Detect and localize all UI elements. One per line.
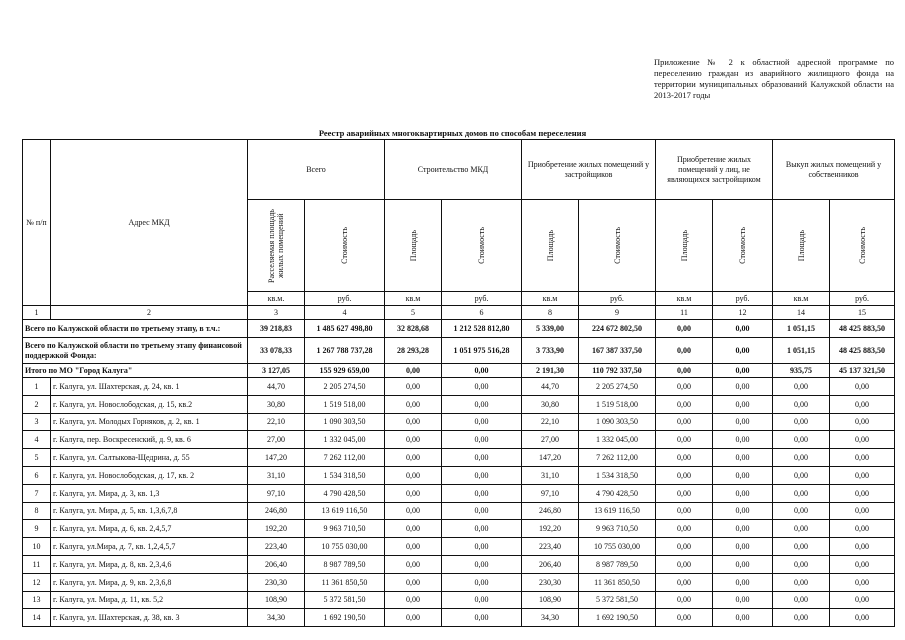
row-address: г. Калуга, ул. Новослободская, д. 15, кв.2 [51, 395, 248, 413]
row-value: 0,00 [830, 555, 895, 573]
row-value: 147,20 [522, 449, 579, 467]
table-row [23, 449, 895, 467]
row-value: 0,00 [656, 609, 713, 627]
col-number: 2 [51, 306, 248, 320]
table-row [23, 555, 895, 573]
row-value: 0,00 [830, 449, 895, 467]
row-value: 0,00 [830, 609, 895, 627]
summary-value: 0,00 [656, 364, 713, 378]
registry-table [22, 139, 895, 627]
summary-value: 45 137 321,50 [830, 364, 895, 378]
appendix-note: Приложение № 2 к областной адресной программе по переселению граждан из аварийного жилищного фонда на территории муниципальных образований Калужской области на 2013-2017 годы [654, 57, 894, 100]
row-value: 0,00 [656, 573, 713, 591]
subhdr-area: Площадь [679, 229, 689, 262]
row-number: 14 [23, 609, 51, 627]
row-value: 0,00 [713, 378, 773, 396]
row-number: 9 [23, 520, 51, 538]
row-value: 1 332 045,00 [305, 431, 385, 449]
subhdr-cost: Стоимость [612, 227, 622, 264]
col-number: 11 [656, 306, 713, 320]
row-value: 27,00 [248, 431, 305, 449]
row-value: 230,30 [248, 573, 305, 591]
row-value: 97,10 [248, 484, 305, 502]
row-value: 0,00 [830, 484, 895, 502]
row-value: 7 262 112,00 [579, 449, 656, 467]
row-value: 0,00 [830, 520, 895, 538]
col-number: 8 [522, 306, 579, 320]
row-value: 22,10 [522, 413, 579, 431]
row-value: 206,40 [522, 555, 579, 573]
col-number: 9 [579, 306, 656, 320]
summary-value: 33 078,33 [248, 338, 305, 364]
row-value: 0,00 [656, 484, 713, 502]
row-value: 27,00 [522, 431, 579, 449]
subhdr-cost: Стоимость [477, 227, 486, 264]
row-address: г. Калуга, ул. Шахтерская, д. 38, кв. 3 [51, 609, 248, 627]
row-value: 4 790 428,50 [579, 484, 656, 502]
table-row [23, 609, 895, 627]
col-number: 12 [713, 306, 773, 320]
col-address-header: Адрес МКД [51, 140, 248, 306]
table-row [23, 502, 895, 520]
row-value: 0,00 [442, 573, 522, 591]
summary-value: 39 218,83 [248, 320, 305, 338]
summary-label: Всего по Калужской области по третьему этапу финансовой поддержкой Фонда: [23, 338, 248, 364]
document-title: Реестр аварийных многоквартирных домов по способам переселения [318, 128, 587, 138]
subhdr-cost: Стоимость [738, 227, 747, 264]
row-address: г. Калуга, ул. Салтыкова-Щедрина, д. 55 [51, 449, 248, 467]
row-value: 0,00 [713, 520, 773, 538]
row-value: 22,10 [248, 413, 305, 431]
row-value: 9 963 710,50 [305, 520, 385, 538]
row-value: 0,00 [385, 449, 442, 467]
table-row [23, 395, 895, 413]
unit-cell: кв.м [385, 292, 442, 306]
row-value: 0,00 [713, 484, 773, 502]
summary-value: 0,00 [656, 320, 713, 338]
row-number: 5 [23, 449, 51, 467]
row-value: 0,00 [830, 573, 895, 591]
row-value: 0,00 [656, 395, 713, 413]
subhdr-area: Площадь [545, 229, 555, 262]
row-value: 0,00 [830, 466, 895, 484]
row-address: г. Калуга, ул. Мира, д. 8, кв. 2,3,4,6 [51, 555, 248, 573]
row-value: 9 963 710,50 [579, 520, 656, 538]
row-value: 2 205 274,50 [305, 378, 385, 396]
row-number: 7 [23, 484, 51, 502]
row-value: 1 090 303,50 [305, 413, 385, 431]
summary-value: 1 051,15 [773, 320, 830, 338]
row-value: 0,00 [385, 431, 442, 449]
col-num-header: № п/п [23, 140, 51, 306]
row-value: 0,00 [773, 555, 830, 573]
summary-row [23, 320, 895, 338]
row-value: 0,00 [830, 395, 895, 413]
row-value: 192,20 [522, 520, 579, 538]
summary-value: 28 293,28 [385, 338, 442, 364]
row-value: 223,40 [248, 538, 305, 556]
row-value: 34,30 [522, 609, 579, 627]
row-value: 0,00 [442, 449, 522, 467]
subhdr-area: Площадь [408, 229, 418, 262]
summary-value: 0,00 [713, 364, 773, 378]
row-number: 3 [23, 413, 51, 431]
summary-value: 224 672 802,50 [579, 320, 656, 338]
row-address: г. Калуга, ул. Мира, д. 3, кв. 1,3 [51, 484, 248, 502]
row-number: 2 [23, 395, 51, 413]
summary-value: 0,00 [713, 320, 773, 338]
row-value: 192,20 [248, 520, 305, 538]
row-value: 7 262 112,00 [305, 449, 385, 467]
row-value: 0,00 [713, 413, 773, 431]
summary-value: 3 127,05 [248, 364, 305, 378]
row-value: 0,00 [713, 431, 773, 449]
row-value: 0,00 [385, 395, 442, 413]
row-value: 0,00 [773, 449, 830, 467]
row-number: 10 [23, 538, 51, 556]
row-number: 6 [23, 466, 51, 484]
row-value: 8 987 789,50 [579, 555, 656, 573]
col-number: 1 [23, 306, 51, 320]
table-row [23, 520, 895, 538]
row-value: 30,80 [248, 395, 305, 413]
row-value: 0,00 [773, 591, 830, 609]
row-address: г. Калуга, ул. Мира, д. 5, кв. 1,3,6,7,8 [51, 502, 248, 520]
row-value: 0,00 [713, 466, 773, 484]
summary-value: 155 929 659,00 [305, 364, 385, 378]
row-address: г. Калуга, пер. Воскресенский, д. 9, кв. 6 [51, 431, 248, 449]
table-row [23, 378, 895, 396]
summary-value: 1 267 788 737,28 [305, 338, 385, 364]
row-value: 0,00 [442, 555, 522, 573]
row-value: 1 519 518,00 [305, 395, 385, 413]
summary-value: 0,00 [385, 364, 442, 378]
summary-value: 1 212 528 812,80 [442, 320, 522, 338]
row-value: 0,00 [656, 413, 713, 431]
summary-value: 0,00 [442, 364, 522, 378]
summary-value: 935,75 [773, 364, 830, 378]
subhdr-cost: Стоимость [857, 227, 867, 264]
row-value: 1 692 190,50 [579, 609, 656, 627]
summary-value: 1 051,15 [773, 338, 830, 364]
row-address: г. Калуга, ул.Мира, д. 7, кв. 1,2,4,5,7 [51, 538, 248, 556]
col-number: 5 [385, 306, 442, 320]
table-row [23, 431, 895, 449]
row-value: 0,00 [656, 520, 713, 538]
row-value: 0,00 [442, 395, 522, 413]
row-value: 0,00 [830, 591, 895, 609]
summary-value: 110 792 337,50 [579, 364, 656, 378]
row-value: 0,00 [773, 413, 830, 431]
row-value: 0,00 [713, 449, 773, 467]
row-value: 0,00 [830, 538, 895, 556]
row-value: 5 372 581,50 [305, 591, 385, 609]
row-value: 0,00 [385, 520, 442, 538]
row-address: г. Калуга, ул. Новослободская, д. 17, кв. 2 [51, 466, 248, 484]
group-total-header: Всего [248, 140, 385, 200]
unit-cell: кв.м [656, 292, 713, 306]
row-value: 108,90 [522, 591, 579, 609]
row-value: 0,00 [656, 449, 713, 467]
unit-cell: руб. [305, 292, 385, 306]
unit-cell: руб. [713, 292, 773, 306]
summary-value: 32 828,68 [385, 320, 442, 338]
row-value: 0,00 [773, 484, 830, 502]
group-construction-header: Строительство МКД [385, 140, 522, 200]
unit-cell: руб. [579, 292, 656, 306]
row-value: 0,00 [830, 431, 895, 449]
row-value: 0,00 [713, 538, 773, 556]
row-value: 0,00 [830, 413, 895, 431]
row-value: 0,00 [773, 378, 830, 396]
row-value: 0,00 [656, 378, 713, 396]
row-value: 0,00 [385, 378, 442, 396]
row-value: 1 534 318,50 [579, 466, 656, 484]
row-value: 0,00 [442, 484, 522, 502]
row-value: 0,00 [830, 378, 895, 396]
row-value: 8 987 789,50 [305, 555, 385, 573]
summary-value: 2 191,30 [522, 364, 579, 378]
row-value: 0,00 [773, 395, 830, 413]
summary-value: 0,00 [656, 338, 713, 364]
row-value: 1 332 045,00 [579, 431, 656, 449]
row-number: 12 [23, 573, 51, 591]
row-value: 44,70 [248, 378, 305, 396]
group-developer-header: Приобретение жилых помещений у застройщиков [522, 140, 656, 200]
row-value: 13 619 116,50 [305, 502, 385, 520]
row-value: 223,40 [522, 538, 579, 556]
row-value: 31,10 [522, 466, 579, 484]
unit-cell: руб. [830, 292, 895, 306]
row-value: 13 619 116,50 [579, 502, 656, 520]
row-value: 0,00 [656, 431, 713, 449]
row-number: 11 [23, 555, 51, 573]
row-value: 11 361 850,50 [305, 573, 385, 591]
row-number: 13 [23, 591, 51, 609]
row-value: 0,00 [385, 484, 442, 502]
summary-label: Всего по Калужской области по третьему этапу, в т.ч.: [23, 320, 248, 338]
row-value: 0,00 [442, 609, 522, 627]
subhdr-area-total: Расселяемая площадь жилых помещений [267, 208, 285, 283]
summary-row [23, 338, 895, 364]
col-number: 4 [305, 306, 385, 320]
row-value: 0,00 [656, 502, 713, 520]
unit-cell: руб. [442, 292, 522, 306]
row-value: 0,00 [713, 609, 773, 627]
row-address: г. Калуга, ул. Мира, д. 9, кв. 2,3,6,8 [51, 573, 248, 591]
row-value: 0,00 [713, 591, 773, 609]
row-value: 0,00 [713, 502, 773, 520]
summary-value: 48 425 883,50 [830, 338, 895, 364]
row-value: 0,00 [385, 573, 442, 591]
row-value: 0,00 [656, 555, 713, 573]
row-value: 0,00 [385, 466, 442, 484]
row-value: 0,00 [385, 413, 442, 431]
row-value: 0,00 [442, 378, 522, 396]
row-value: 0,00 [442, 591, 522, 609]
row-value: 246,80 [522, 502, 579, 520]
unit-cell: кв.м [773, 292, 830, 306]
table-row [23, 466, 895, 484]
row-value: 230,30 [522, 573, 579, 591]
summary-value: 1 051 975 516,28 [442, 338, 522, 364]
row-value: 0,00 [656, 591, 713, 609]
row-value: 0,00 [656, 466, 713, 484]
row-value: 0,00 [442, 413, 522, 431]
row-number: 1 [23, 378, 51, 396]
row-value: 4 790 428,50 [305, 484, 385, 502]
row-value: 0,00 [773, 466, 830, 484]
subhdr-area: Площадь [796, 229, 806, 262]
row-value: 5 372 581,50 [579, 591, 656, 609]
row-address: г. Калуга, ул. Мира, д. 11, кв. 5,2 [51, 591, 248, 609]
row-value: 44,70 [522, 378, 579, 396]
row-value: 147,20 [248, 449, 305, 467]
table-row [23, 538, 895, 556]
row-address: г. Калуга, ул. Мира, д. 6, кв. 2,4,5,7 [51, 520, 248, 538]
summary-label: Итого по МО "Город Калуга" [23, 364, 248, 378]
row-value: 1 090 303,50 [579, 413, 656, 431]
row-value: 0,00 [713, 395, 773, 413]
summary-row [23, 364, 895, 378]
row-value: 0,00 [773, 520, 830, 538]
col-number: 6 [442, 306, 522, 320]
col-number: 14 [773, 306, 830, 320]
row-value: 10 755 030,00 [579, 538, 656, 556]
row-value: 31,10 [248, 466, 305, 484]
table-row [23, 591, 895, 609]
row-value: 0,00 [385, 555, 442, 573]
summary-value: 3 733,90 [522, 338, 579, 364]
row-value: 206,40 [248, 555, 305, 573]
table-row [23, 484, 895, 502]
group-non-developer-header: Приобретение жилых помещений у лиц, не являющихся застройщиком [656, 140, 773, 200]
group-buyout-header: Выкуп жилых помещений у собственников [773, 140, 895, 200]
row-value: 1 534 318,50 [305, 466, 385, 484]
row-value: 0,00 [773, 573, 830, 591]
row-value: 0,00 [773, 502, 830, 520]
row-value: 0,00 [385, 502, 442, 520]
summary-value: 1 485 627 498,80 [305, 320, 385, 338]
row-value: 0,00 [773, 431, 830, 449]
subhdr-cost: Стоимость [340, 227, 349, 264]
row-value: 2 205 274,50 [579, 378, 656, 396]
row-value: 246,80 [248, 502, 305, 520]
row-value: 0,00 [385, 591, 442, 609]
col-number: 3 [248, 306, 305, 320]
row-value: 108,90 [248, 591, 305, 609]
row-value: 0,00 [713, 573, 773, 591]
row-value: 0,00 [656, 538, 713, 556]
table-row [23, 573, 895, 591]
row-value: 30,80 [522, 395, 579, 413]
row-value: 11 361 850,50 [579, 573, 656, 591]
row-value: 0,00 [713, 555, 773, 573]
summary-value: 48 425 883,50 [830, 320, 895, 338]
row-address: г. Калуга, ул. Шахтерская, д. 24, кв. 1 [51, 378, 248, 396]
row-value: 0,00 [442, 502, 522, 520]
row-value: 0,00 [442, 538, 522, 556]
row-value: 1 519 518,00 [579, 395, 656, 413]
row-value: 1 692 190,50 [305, 609, 385, 627]
unit-cell: кв.м [522, 292, 579, 306]
row-value: 0,00 [385, 609, 442, 627]
row-value: 0,00 [773, 609, 830, 627]
summary-value: 167 387 337,50 [579, 338, 656, 364]
col-number: 15 [830, 306, 895, 320]
row-value: 0,00 [442, 431, 522, 449]
row-value: 10 755 030,00 [305, 538, 385, 556]
row-value: 0,00 [385, 538, 442, 556]
row-number: 8 [23, 502, 51, 520]
table-row [23, 413, 895, 431]
row-address: г. Калуга, ул. Молодых Горняков, д. 2, кв. 1 [51, 413, 248, 431]
row-number: 4 [23, 431, 51, 449]
summary-value: 0,00 [713, 338, 773, 364]
summary-value: 5 339,00 [522, 320, 579, 338]
row-value: 97,10 [522, 484, 579, 502]
row-value: 0,00 [773, 538, 830, 556]
row-value: 0,00 [442, 466, 522, 484]
row-value: 0,00 [442, 520, 522, 538]
unit-cell: кв.м. [248, 292, 305, 306]
row-value: 34,30 [248, 609, 305, 627]
row-value: 0,00 [830, 502, 895, 520]
